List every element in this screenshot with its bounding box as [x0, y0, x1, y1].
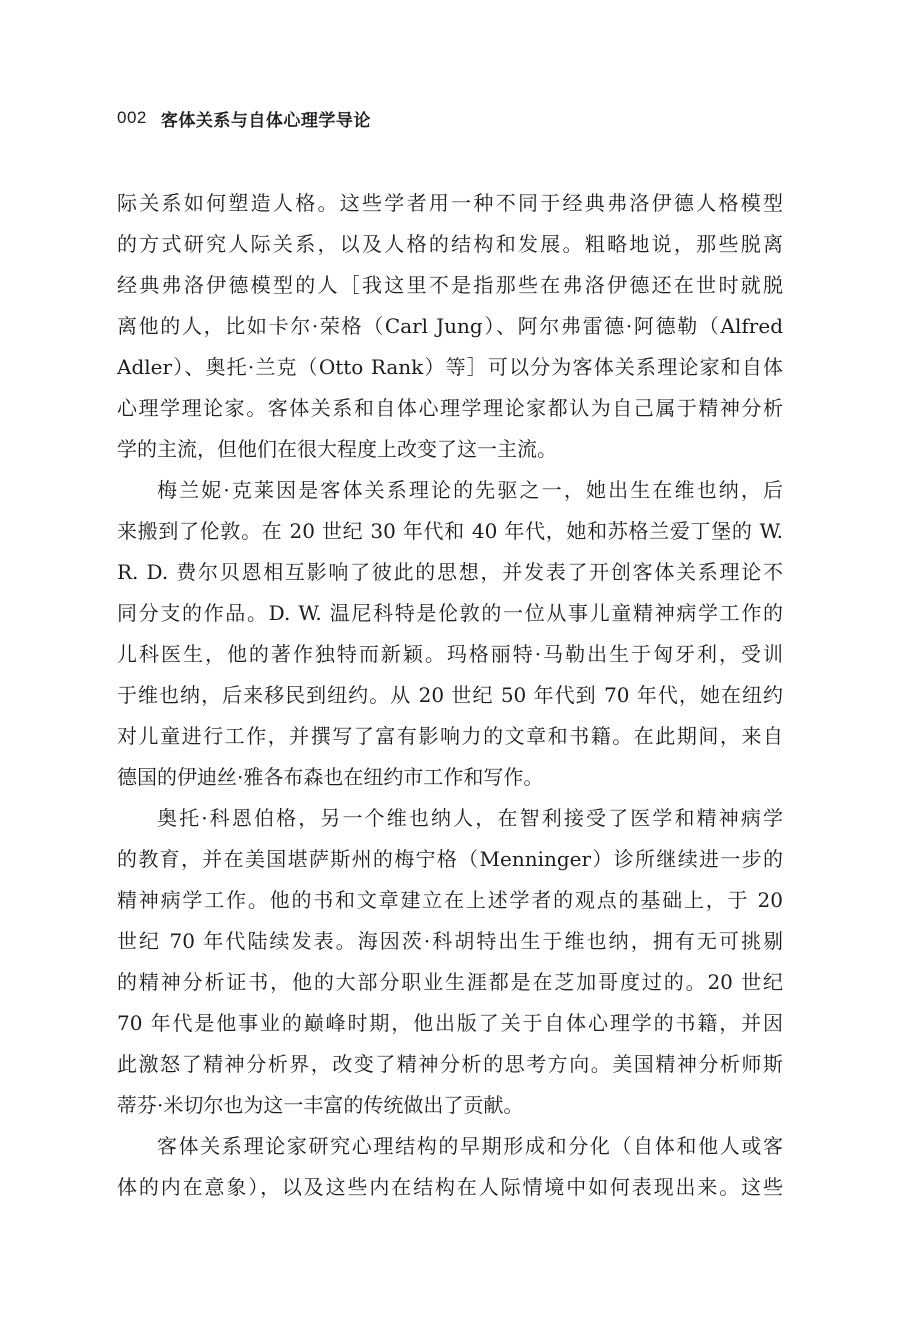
text-line: 的精神分析证书，他的大部分职业生涯都是在芝加哥度过的。20 世纪	[117, 970, 783, 994]
text-line: 蒂芬·米切尔也为这一丰富的传统做出了贡献。	[117, 1093, 524, 1117]
text-line: R. D. 费尔贝恩相互影响了彼此的思想，并发表了开创客体关系理论不	[117, 560, 783, 584]
text-line: 学的主流，但他们在很大程度上改变了这一主流。	[117, 437, 557, 461]
text-line: 心理学理论家。客体关系和自体心理学理论家都认为自己属于精神分析	[117, 396, 783, 420]
running-header	[117, 103, 371, 133]
paragraph-1	[117, 183, 783, 470]
text-line: 70 年代是他事业的巅峰时期，他出版了关于自体心理学的书籍，并因	[117, 1011, 783, 1035]
text-line: 儿科医生，他的著作独特而新颖。玛格丽特·马勒出生于匈牙利，受训	[117, 642, 783, 666]
text-line: 的方式研究人际关系，以及人格的结构和发展。粗略地说，那些脱离	[117, 232, 783, 256]
text-line: 客体关系理论家研究心理结构的早期形成和分化（自体和他人或客	[157, 1134, 783, 1158]
page-number: 002	[117, 108, 147, 127]
text-line: Adler）、奥托·兰克（Otto Rank）等］可以分为客体关系理论家和自体	[117, 355, 783, 379]
text-line: 同分支的作品。D. W. 温尼科特是伦敦的一位从事儿童精神病学工作的	[117, 601, 783, 625]
paragraph-3	[117, 798, 783, 1126]
text-line: 对儿童进行工作，并撰写了富有影响力的文章和书籍。在此期间，来自	[117, 724, 783, 748]
book-title: 客体关系与自体心理学导论	[160, 110, 371, 131]
text-line: 的教育，并在美国堪萨斯州的梅宁格（Menninger）诊所继续进一步的	[117, 847, 783, 871]
text-line: 精神病学工作。他的书和文章建立在上述学者的观点的基础上，于 20	[117, 888, 783, 912]
text-line: 梅兰妮·克莱因是客体关系理论的先驱之一，她出生在维也纳，后	[157, 478, 783, 502]
body-text	[117, 183, 783, 1208]
text-line: 奥托·科恩伯格，另一个维也纳人，在智利接受了医学和精神病学	[157, 806, 783, 830]
text-line: 此激怒了精神分析界，改变了精神分析的思考方向。美国精神分析师斯	[117, 1052, 783, 1076]
text-line: 德国的伊迪丝·雅各布森也在纽约市工作和写作。	[117, 765, 544, 789]
text-line: 来搬到了伦敦。在 20 世纪 30 年代和 40 年代，她和苏格兰爱丁堡的 W.	[117, 519, 783, 543]
text-line: 经典弗洛伊德模型的人［我这里不是指那些在弗洛伊德还在世时就脱	[117, 273, 783, 297]
text-line: 于维也纳，后来移民到纽约。从 20 世纪 50 年代到 70 年代，她在纽约	[117, 683, 783, 707]
text-line: 世纪 70 年代陆续发表。海因茨·科胡特出生于维也纳，拥有无可挑剔	[117, 929, 783, 953]
paragraph-4	[117, 1126, 783, 1208]
text-line: 体的内在意象），以及这些内在结构在人际情境中如何表现出来。这些	[117, 1175, 783, 1199]
text-line: 离他的人，比如卡尔·荣格（Carl Jung）、阿尔弗雷德·阿德勒（Alfred	[117, 314, 783, 338]
text-line: 际关系如何塑造人格。这些学者用一种不同于经典弗洛伊德人格模型	[117, 191, 783, 215]
paragraph-2	[117, 470, 783, 798]
